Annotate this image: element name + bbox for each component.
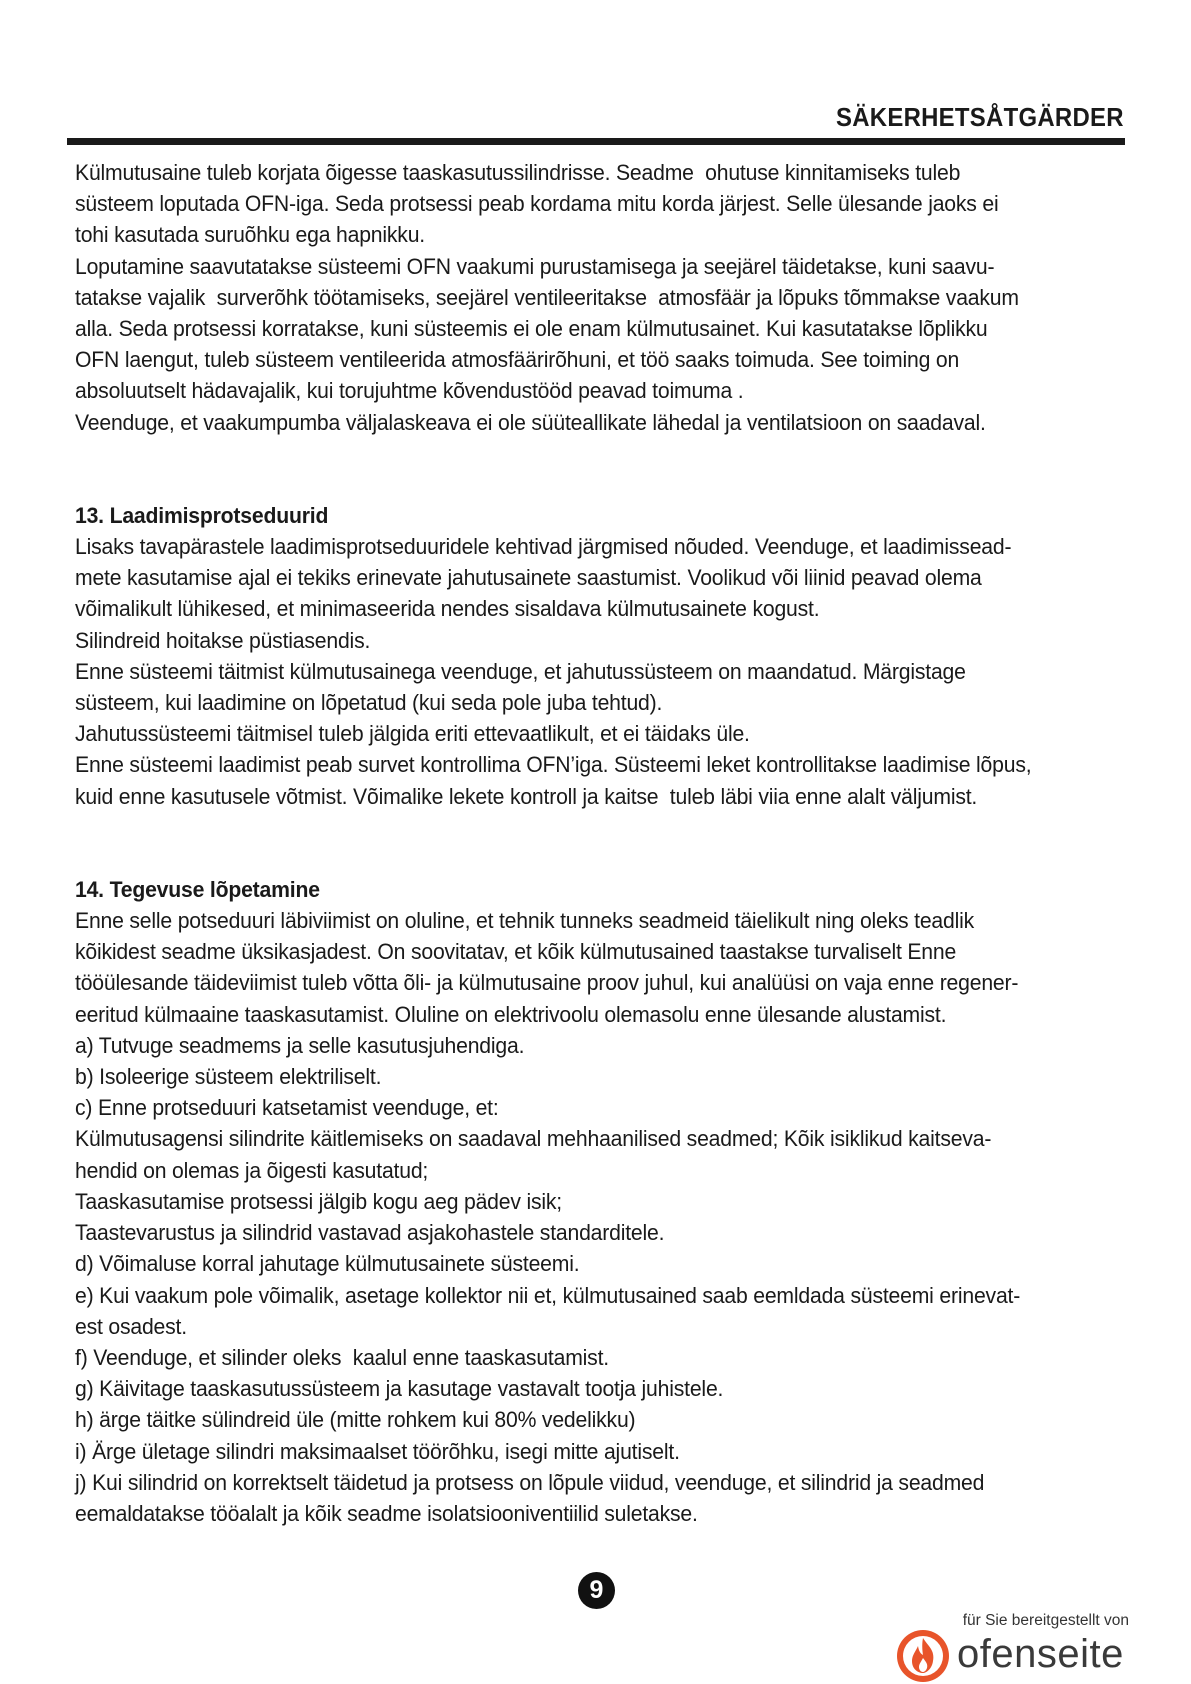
section-13-line: Silindreid hoitakse püstiasendis.: [75, 627, 371, 653]
section-14-line: Taastevarustus ja silindrid vastavad asjakohastele standarditele.: [75, 1220, 665, 1246]
section-14-line: i) Ärge ületage silindri maksimaalset töörõhku, isegi mitte ajutiselt.: [75, 1438, 680, 1464]
section-14-line: tööülesande täideviimist tuleb võtta õli- ja külmutusaine proov juhul, kui analüüsi on vaja enne regener-: [75, 970, 1019, 996]
section-13-line: süsteem, kui laadimine on lõpetatud (kui seda pole juba tehtud).: [75, 690, 663, 716]
intro-line: OFN laengut, tuleb süsteem ventileerida atmosfäärirõhuni, et töö saaks toimuda. See toiming on: [75, 347, 960, 373]
intro-line: tohi kasutada suruõhku ega hapnikku.: [75, 222, 425, 248]
ofenseite-logo-text: ofenseite: [957, 1632, 1124, 1676]
section-14-line: f) Veenduge, et silinder oleks kaalul enne taaskasutamist.: [75, 1344, 609, 1370]
section-14-line: c) Enne protseduuri katsetamist veenduge, et:: [75, 1095, 499, 1121]
section-14-line: a) Tutvuge seadmems ja selle kasutusjuhendiga.: [75, 1032, 525, 1058]
section-14: [75, 874, 1125, 1529]
flame-logo-icon: [895, 1628, 951, 1684]
section-14-line: Taaskasutamise protsessi jälgib kogu aeg pädev isik;: [75, 1188, 562, 1214]
section-14-heading: 14. Tegevuse lõpetamine: [75, 876, 320, 902]
intro-line: Külmutusaine tuleb korjata õigesse taaskasutussilindrisse. Seadme ohutuse kinnitamiseks tuleb: [75, 160, 961, 185]
intro-line: tatakse vajalik surverõhk töötamiseks, seejärel ventileeritakse atmosfäär ja lõpuks tõmmakse vaakum: [75, 284, 1019, 310]
page-number: 9: [578, 1572, 615, 1609]
section-14-line: g) Käivitage taaskasutussüsteem ja kasutage vastavalt tootja juhistele.: [75, 1376, 724, 1402]
section-14-line: d) Võimaluse korral jahutage külmutusainete süsteemi.: [75, 1251, 580, 1277]
section-14-line: Külmutusagensi silindrite käitlemiseks on saadaval mehhaanilised seadmed; Kõik isiklikud kaitseva-: [75, 1126, 992, 1152]
section-13-line: Lisaks tavapärastele laadimisprotseduuridele kehtivad järgmised nõuded. Veenduge, et laadimissead-: [75, 534, 1012, 560]
intro-line: absoluutselt hädavajalik, kui torujuhtme kõvendustööd peavad toimuma .: [75, 378, 744, 404]
section-13-line: Enne süsteemi täitmist külmutusainega veenduge, et jahutussüsteem on maandatud. Märgistage: [75, 658, 966, 684]
document-body: [75, 157, 1125, 1529]
section-13-line: Enne süsteemi laadimist peab survet kontrollima OFN’iga. Süsteemi leket kontrollitakse laadimise lõpus,: [75, 752, 1032, 778]
section-14-line: Enne selle potseduuri läbiviimist on oluline, et tehnik tunneks seadmeid täielikult ning oleks teadlik: [75, 908, 975, 934]
section-14-line: eemaldatakse tööalalt ja kõik seadme isolatsiooniventiilid suletakse.: [75, 1500, 698, 1526]
section-13-line: kuid enne kasutusele võtmist. Võimalike lekete kontroll ja kaitse tuleb läbi viia enne alalt väljumist.: [75, 783, 978, 809]
section-14-line: hendid on olemas ja õigesti kasutatud;: [75, 1157, 429, 1183]
intro-block: [75, 157, 1125, 438]
header-divider: [67, 138, 1125, 145]
section-13-line: mete kasutamise ajal ei tekiks erinevate jahutusainete saastumist. Voolikud või liinid peavad olema: [75, 565, 982, 591]
section-14-line: j) Kui silindrid on korrektselt täidetud ja protsess on lõpule viidud, veenduge, et silindrid ja seadmed: [75, 1469, 985, 1495]
intro-line: Veenduge, et vaakumpumba väljalaskeava ei ole süüteallikate lähedal ja ventilatsioon on saadaval.: [75, 409, 986, 435]
section-14-line: b) Isoleerige süsteem elektriliselt.: [75, 1064, 382, 1090]
intro-line: Loputamine saavutatakse süsteemi OFN vaakumi purustamisega ja seejärel täidetakse, kuni saavu-: [75, 253, 995, 279]
section-13: [75, 500, 1125, 812]
section-14-line: e) Kui vaakum pole võimalik, asetage kollektor nii et, külmutusained saab eemldada süsteemi erinevat-: [75, 1282, 1021, 1308]
intro-line: süsteem loputada OFN-iga. Seda protsessi peab kordama mitu korda järjest. Selle ülesande jaoks ei: [75, 191, 999, 217]
section-14-line: kõikidest seadme üksikasjadest. On soovitatav, et kõik külmutusained taastakse turvaliselt Enne: [75, 939, 957, 965]
section-14-line: eeritud külmaaine taaskasutamist. Oluline on elektrivoolu olemasolu enne ülesande alustamist.: [75, 1001, 947, 1027]
section-14-line: est osadest.: [75, 1313, 187, 1339]
section-14-line: h) ärge täitke sülindreid üle (mitte rohkem kui 80% vedelikku): [75, 1407, 636, 1433]
section-13-line: võimalikult lühikesed, et minimaseerida nendes sisaldava külmutusainete kogust.: [75, 596, 820, 622]
section-13-heading: 13. Laadimisprotseduurid: [75, 502, 329, 528]
provided-by-label: für Sie bereitgestellt von: [962, 1612, 1129, 1629]
ofenseite-logo: [895, 1628, 1135, 1684]
page-header-title: SÄKERHETSÅTGÄRDER: [836, 102, 1124, 132]
section-13-line: Jahutussüsteemi täitmisel tuleb jälgida eriti ettevaatlikult, et ei täidaks üle.: [75, 721, 750, 747]
intro-line: alla. Seda protsessi korratakse, kuni süsteemis ei ole enam külmutusainet. Kui kasutatakse lõplikku: [75, 316, 988, 342]
